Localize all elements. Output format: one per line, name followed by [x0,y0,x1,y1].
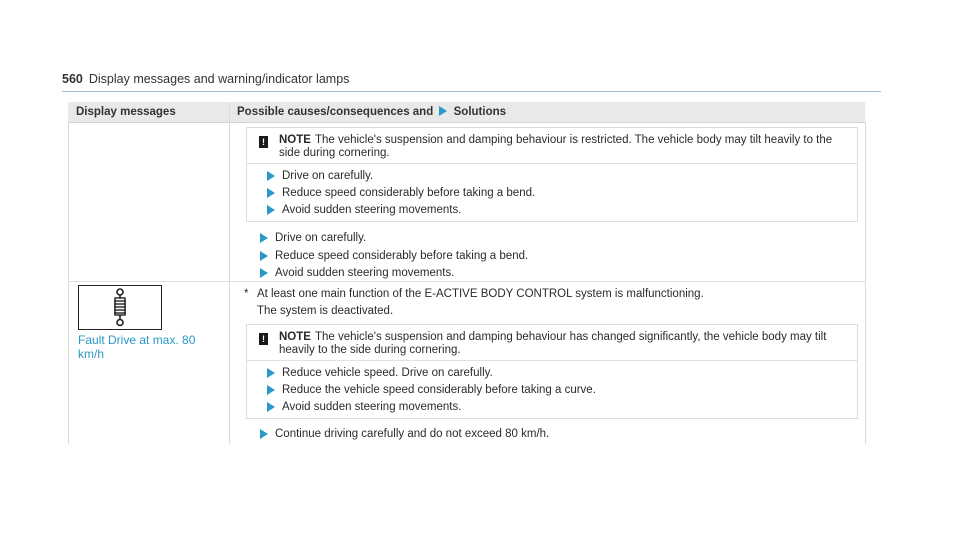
cause-text: At least one main function of the E-ACTIVE BODY CONTROL system is malfunctioning. [257,288,704,300]
step-text: Drive on carefully. [275,232,367,244]
step-text: Reduce vehicle speed. Drive on carefully. [282,367,493,379]
note-text [279,331,849,357]
step-text: Reduce speed considerably before taking a bend. [275,250,529,262]
note-header [247,325,857,363]
column-header-causes-solutions [237,106,506,118]
note-box-row2 [246,324,858,419]
table-column-divider [229,102,230,444]
consequence-text: The system is deactivated. [257,305,394,317]
step-arrow-icon [260,251,268,261]
note-label: NOTE [279,331,311,343]
header-divider [62,91,881,92]
step-arrow-icon [260,268,268,278]
column-header-display-messages: Display messages [76,106,176,118]
step-arrow-icon [267,205,275,215]
warning-exclamation-icon: ! [259,333,268,345]
step-text: Reduce speed considerably before taking a bend. [282,187,536,199]
suspension-spring-icon [78,285,162,330]
step-text: Drive on carefully. [282,170,374,182]
arrow-right-icon [439,106,447,116]
note-divider [247,163,857,164]
table-header [68,102,865,123]
step-arrow-icon [260,429,268,439]
note-box-row1 [246,127,858,222]
cause-marker: * [244,288,249,300]
step-text: Avoid sudden steering movements. [275,267,455,279]
step-text: Continue driving carefully and do not exceed 80 km/h. [275,428,550,440]
note-body: The vehicle's suspension and damping behaviour has changed significantly, the vehicle body may tilt heavily to the side during cornering. [279,331,827,356]
step-text: Reduce the vehicle speed considerably before taking a curve. [282,384,596,396]
note-header [247,128,857,166]
step-arrow-icon [267,402,275,412]
step-arrow-icon [267,385,275,395]
page-title: Display messages and warning/indicator lamps [88,72,350,86]
step-text: Avoid sudden steering movements. [282,401,462,413]
row-divider [68,281,865,282]
page-number: 560 [62,72,83,86]
warning-exclamation-icon: ! [259,136,268,148]
step-arrow-icon [267,171,275,181]
step-text: Avoid sudden steering movements. [282,204,462,216]
note-body: The vehicle's suspension and damping behaviour is restricted. The vehicle body may tilt heavily to the side during cornering. [279,134,833,159]
page-header [62,72,349,86]
column-header-causes-text: Possible causes/consequences and [237,106,434,118]
step-arrow-icon [260,233,268,243]
note-text [279,134,849,160]
table-left-border [68,122,69,444]
step-arrow-icon [267,368,275,378]
note-divider [247,360,857,361]
display-message-text: Fault Drive at max. 80 km/h [78,333,196,361]
note-label: NOTE [279,134,311,146]
step-arrow-icon [267,188,275,198]
column-header-solutions-text: Solutions [453,106,507,118]
table-right-border [865,122,866,444]
